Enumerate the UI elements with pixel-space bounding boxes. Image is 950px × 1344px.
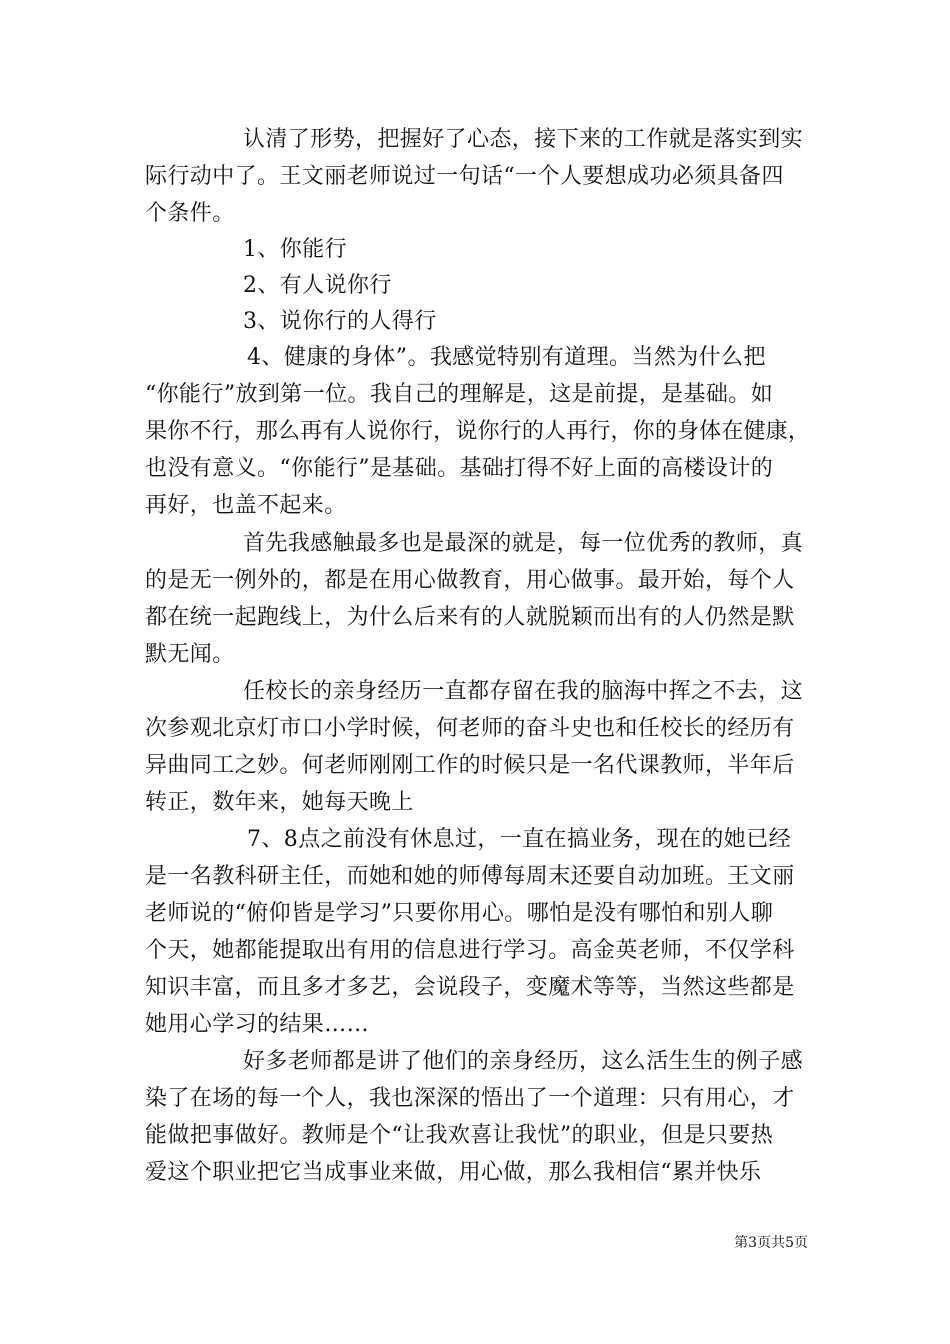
paragraph-line: 默无闻。 xyxy=(145,642,235,667)
paragraph-line: 都在统一起跑线上，为什么后来有的人就脱颖而出有的人仍然是默 xyxy=(145,605,795,630)
list-item: 2、有人说你行 xyxy=(243,273,392,298)
paragraph-line: 能做把事做好。教师是个“让我欢喜让我忧”的职业，但是只要热 xyxy=(145,1123,774,1148)
paragraph-line: 认清了形势，把握好了心态，接下来的工作就是落实到实 xyxy=(243,127,804,152)
paragraph-line: 的是无一例外的，都是在用心做教育，用心做事。最开始，每个人 xyxy=(145,568,795,593)
page-number-footer: 第3页共5页 xyxy=(734,1235,808,1251)
paragraph-line: 染了在场的每一个人，我也深深的悟出了一个道理：只有用心，才 xyxy=(145,1086,795,1111)
paragraph-line: 老师说的“俯仰皆是学习”只要你用心。哪怕是没有哪怕和别人聊 xyxy=(145,901,774,926)
paragraph-line: 也没有意义。“你能行”是基础。基础打得不好上面的高楼设计的 xyxy=(145,456,774,481)
paragraph-line: 个天，她都能提取出有用的信息进行学习。高金英老师，不仅学科 xyxy=(145,938,795,963)
paragraph-line: 个条件。 xyxy=(145,201,235,226)
paragraph-line: 际行动中了。王文丽老师说过一句话“一个人要想成功必须具备四 xyxy=(145,164,784,189)
paragraph-line: 果你不行，那么再有人说你行，说你行的人再行，你的身体在健康， xyxy=(145,419,811,444)
paragraph-line: 再好，也盖不起来。 xyxy=(145,493,347,518)
list-item: 4、健康的身体”。我感觉特别有道理。当然为什么把 xyxy=(247,345,766,370)
paragraph-line: “你能行”放到第一位。我自己的理解是，这是前提，是基础。如 xyxy=(145,382,774,407)
list-item: 3、说你行的人得行 xyxy=(243,309,437,334)
paragraph-line: 首先我感触最多也是最深的就是，每一位优秀的教师，真 xyxy=(243,531,804,556)
paragraph-line: 好多老师都是讲了他们的亲身经历，这么活生生的例子感 xyxy=(243,1049,804,1074)
paragraph-line: 是一名教科研主任，而她和她的师傅每周末还要自动加班。王文丽 xyxy=(145,864,795,889)
paragraph-line: 任校长的亲身经历一直都存留在我的脑海中挥之不去，这 xyxy=(243,679,804,704)
list-item: 1、你能行 xyxy=(243,237,347,262)
paragraph-line: 次参观北京灯市口小学时候，何老师的奋斗史也和任校长的经历有 xyxy=(145,716,795,741)
paragraph-line: 转正，数年来，她每天晚上 xyxy=(145,790,414,815)
paragraph-line: 异曲同工之妙。何老师刚刚工作的时候只是一名代课教师，半年后 xyxy=(145,753,795,778)
paragraph-line: 7、8点之前没有休息过，一直在搞业务，现在的她已经 xyxy=(247,827,791,852)
paragraph-line: 她用心学习的结果…… xyxy=(145,1012,370,1037)
paragraph-line: 爱这个职业把它当成事业来做，用心做，那么我相信“累并快乐 xyxy=(145,1160,762,1185)
paragraph-line: 知识丰富，而且多才多艺，会说段子，变魔术等等，当然这些都是 xyxy=(145,975,795,1000)
